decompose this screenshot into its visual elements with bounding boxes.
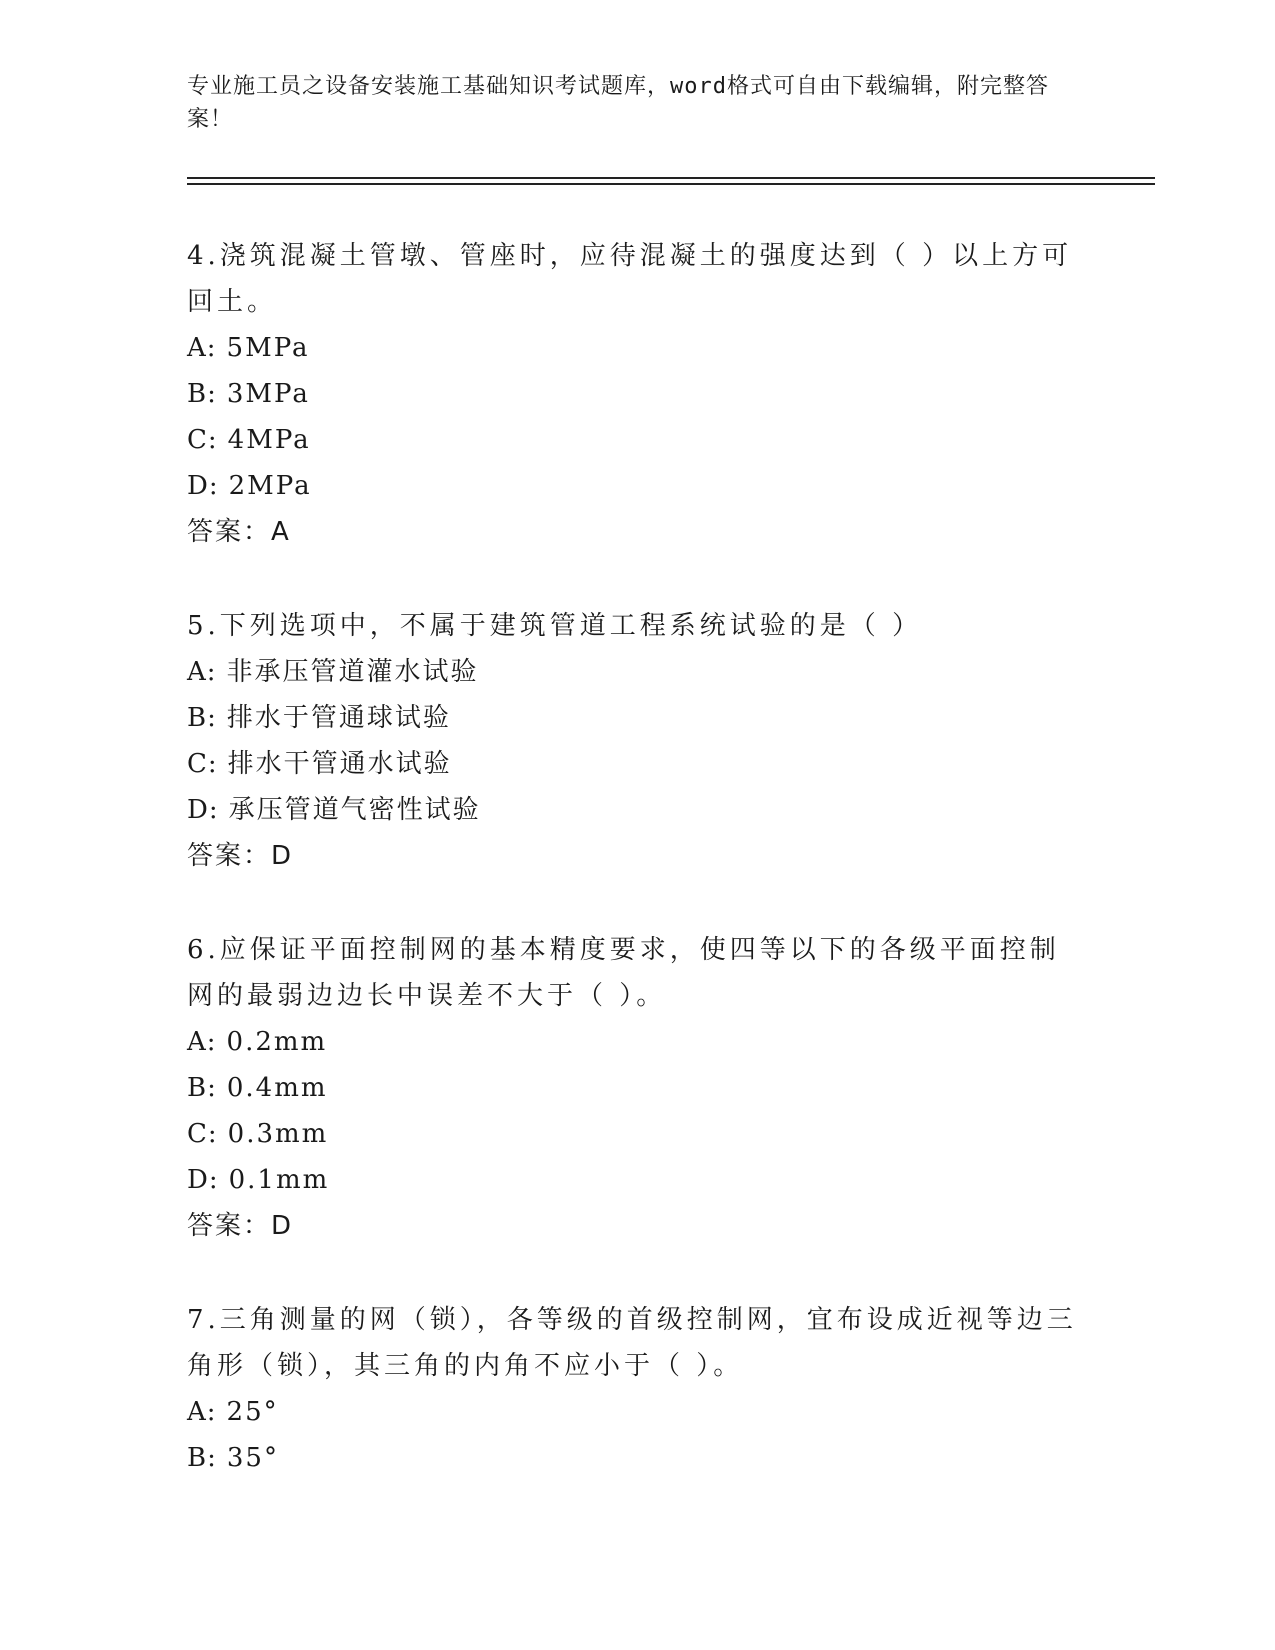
- option-b: [187, 695, 1087, 741]
- header-title: 专业施工员之设备安装施工基础知识考试题库，word格式可自由下载编辑，附完整答案！: [187, 74, 1049, 132]
- question-6: [187, 927, 1087, 1249]
- option-value: 25°: [226, 1397, 279, 1427]
- option-value: 承压管道气密性试验: [228, 795, 481, 825]
- option-a: [187, 1389, 1087, 1435]
- option-c: [187, 1111, 1087, 1157]
- option-b: [187, 1435, 1087, 1481]
- document-header: [187, 70, 1067, 136]
- option-value: 0.2mm: [226, 1027, 328, 1057]
- option-value: 0.3mm: [227, 1119, 329, 1149]
- question-7: [187, 1297, 1087, 1481]
- option-d: [187, 1157, 1087, 1203]
- option-d: [187, 463, 1087, 509]
- option-label: B:: [187, 1073, 217, 1103]
- option-label: C:: [187, 425, 218, 455]
- option-label: B:: [187, 703, 217, 733]
- question-text: 6.应保证平面控制网的基本精度要求，使四等以下的各级平面控制网的最弱边边长中误差不大于（ ）。: [187, 935, 1060, 1011]
- option-b: [187, 1065, 1087, 1111]
- option-label: B:: [187, 1443, 217, 1473]
- option-value: 35°: [226, 1443, 279, 1473]
- option-label: A:: [187, 333, 217, 363]
- option-value: 0.4mm: [226, 1073, 328, 1103]
- option-label: A:: [187, 657, 217, 687]
- option-label: C:: [187, 749, 218, 779]
- question-list: [187, 233, 1087, 1529]
- question-text: 7.三角测量的网（锁），各等级的首级控制网，宜布设成近视等边三角形（锁），其三角的内角不应小于（ ）。: [187, 1305, 1077, 1381]
- option-value: 2MPa: [228, 471, 312, 501]
- option-a: [187, 325, 1087, 371]
- option-d: [187, 787, 1087, 833]
- option-value: 排水于管通球试验: [226, 703, 451, 733]
- option-label: C:: [187, 1119, 218, 1149]
- header-rule-bottom: [187, 183, 1155, 185]
- option-label: A:: [187, 1027, 217, 1057]
- answer-text: 答案：A: [187, 517, 291, 547]
- option-c: [187, 741, 1087, 787]
- header-rule-top: [187, 177, 1155, 179]
- option-label: D:: [187, 471, 219, 501]
- option-c: [187, 417, 1087, 463]
- answer-text: 答案：D: [187, 1211, 294, 1241]
- option-value: 0.1mm: [228, 1165, 330, 1195]
- answer-text: 答案：D: [187, 841, 294, 871]
- option-a: [187, 1019, 1087, 1065]
- option-value: 5MPa: [226, 333, 310, 363]
- option-label: D:: [187, 1165, 219, 1195]
- question-text: 5.下列选项中，不属于建筑管道工程系统试验的是（ ）: [187, 611, 923, 641]
- question-4: [187, 233, 1087, 555]
- option-label: B:: [187, 379, 217, 409]
- question-text: 4.浇筑混凝土管墩、管座时，应待混凝土的强度达到（ ）以上方可回土。: [187, 241, 1073, 317]
- option-value: 3MPa: [226, 379, 310, 409]
- option-b: [187, 371, 1087, 417]
- option-label: D:: [187, 795, 219, 825]
- question-5: [187, 603, 1087, 879]
- option-a: [187, 649, 1087, 695]
- option-value: 4MPa: [227, 425, 311, 455]
- option-label: A:: [187, 1397, 217, 1427]
- option-value: 非承压管道灌水试验: [226, 657, 479, 687]
- option-value: 排水干管通水试验: [227, 749, 452, 779]
